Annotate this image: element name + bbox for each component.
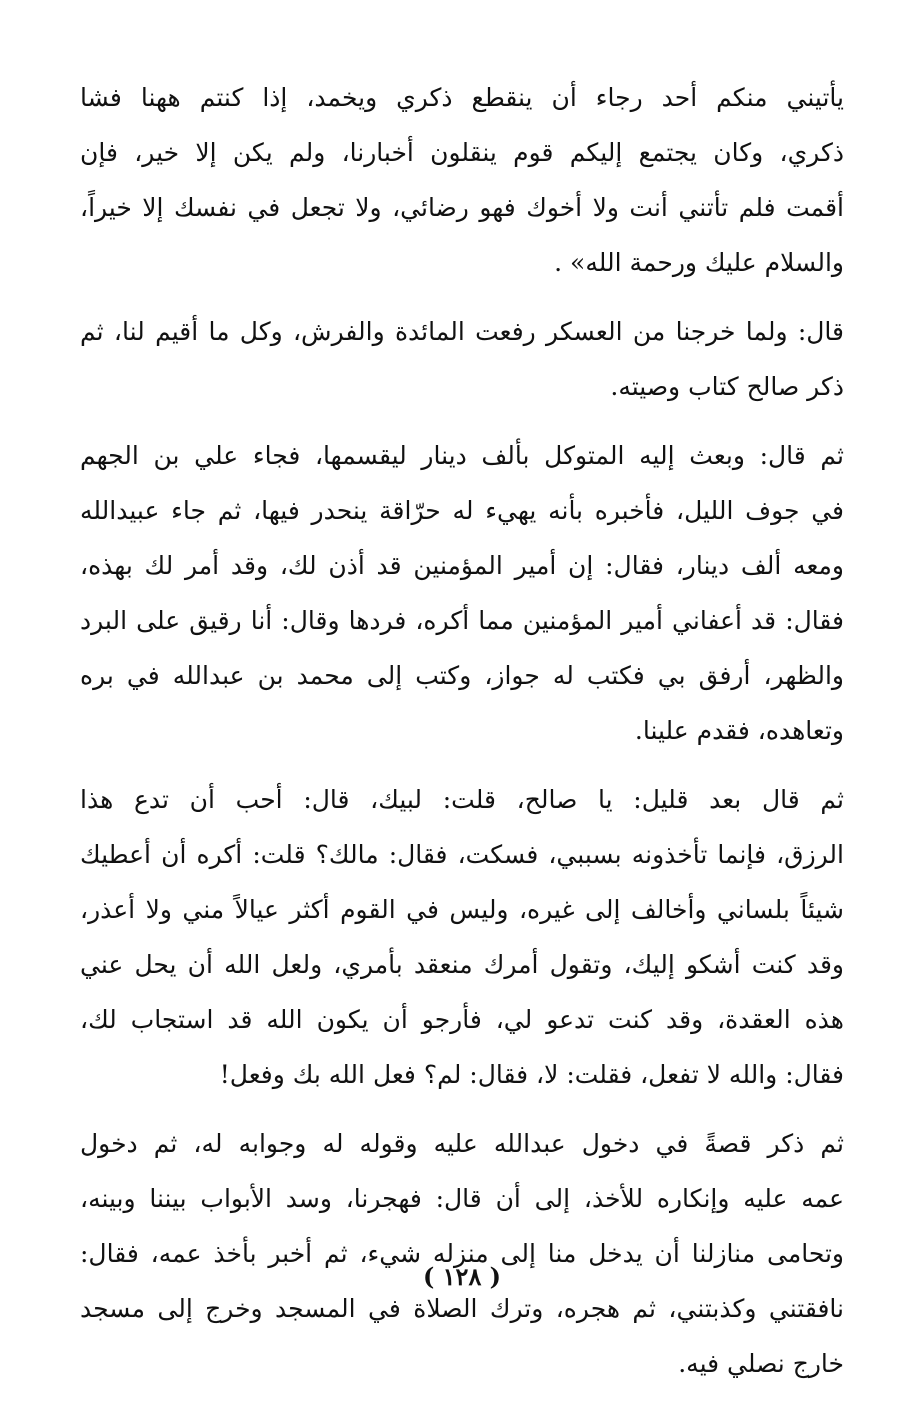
text-line: هذه العقدة، وقد كنت تدعو لي، فأرجو أن يكون الله قد استجاب لك، (80, 1005, 844, 1034)
paragraph-2 (80, 304, 844, 414)
paragraph-5 (80, 1116, 844, 1391)
text-line: فقال: قد أعفاني أمير المؤمنين مما أكره، فردها وقال: أنا رقيق على البرد (80, 606, 844, 635)
text-line: ثم قال: وبعث إليه المتوكل بألف دينار ليقسمها، فجاء علي بن الجهم (80, 441, 844, 470)
text-line: ذكر صالح كتاب وصيته. (610, 372, 844, 401)
text-line: وتحامى منازلنا أن يدخل منا إلى منزله شيء، ثم أخبر بأخذ عمه، فقال: (80, 1239, 844, 1268)
text-line: عمه عليه وإنكاره للأخذ، إلى أن قال: فهجرنا، وسد الأبواب بيننا وبينه، (80, 1184, 844, 1213)
text-line: ومعه ألف دينار، فقال: إن أمير المؤمنين قد أذن لك، وقد أمر لك بهذه، (80, 551, 844, 580)
text-line: ذكري، وكان يجتمع إليكم قوم ينقلون أخبارنا، ولم يكن إلا خير، فإن (80, 138, 844, 167)
text-line: قال: ولما خرجنا من العسكر رفعت المائدة والفرش، وكل ما أقيم لنا، ثم (80, 317, 844, 346)
text-line: فقال: والله لا تفعل، فقلت: لا، فقال: لم؟ فعل الله بك وفعل! (219, 1060, 844, 1089)
paragraph-4 (80, 772, 844, 1102)
text-line: خارج نصلي فيه. (678, 1349, 844, 1378)
text-line: وتعاهده، فقدم علينا. (634, 716, 844, 745)
text-line: والظهر، أرفق بي فكتب له جواز، وكتب إلى محمد بن عبدالله في بره (80, 661, 844, 690)
text-line: نافقتني وكذبتني، ثم هجره، وترك الصلاة في المسجد وخرج إلى مسجد (80, 1294, 844, 1323)
paragraph-3 (80, 428, 844, 758)
text-line: في جوف الليل، فأخبره بأنه يهيء له حرّاقة ينحدر فيها، ثم جاء عبيدالله (80, 496, 844, 525)
text-line: وقد كنت أشكو إليك، وتقول أمرك منعقد بأمري، ولعل الله أن يحل عني (80, 950, 844, 979)
paragraph-1 (80, 70, 844, 290)
text-line: الرزق، فإنما تأخذونه بسببي، فسكت، فقال: مالك؟ قلت: أكره أن أعطيك (80, 840, 844, 869)
text-line: ثم قال بعد قليل: يا صالح، قلت: لبيك، قال: أحب أن تدع هذا (80, 785, 844, 814)
text-line: ثم ذكر قصةً في دخول عبدالله عليه وقوله له وجوابه له، ثم دخول (80, 1129, 844, 1158)
text-line: شيئاً بلساني وأخالف إلى غيره، وليس في القوم أكثر عيالاً مني ولا أعذر، (80, 895, 844, 924)
text-line: أقمت فلم تأتني أنت ولا أخوك فهو رضائي، ولا تجعل في نفسك إلا خيراً، (80, 193, 844, 222)
text-line: يأتيني منكم أحد رجاء أن ينقطع ذكري ويخمد، إذا كنتم ههنا فشا (80, 83, 844, 112)
page-body (80, 70, 844, 1405)
text-line: والسلام عليك ورحمة الله» . (554, 248, 844, 277)
page-number: ( ١٢٨ ) (422, 1262, 502, 1291)
